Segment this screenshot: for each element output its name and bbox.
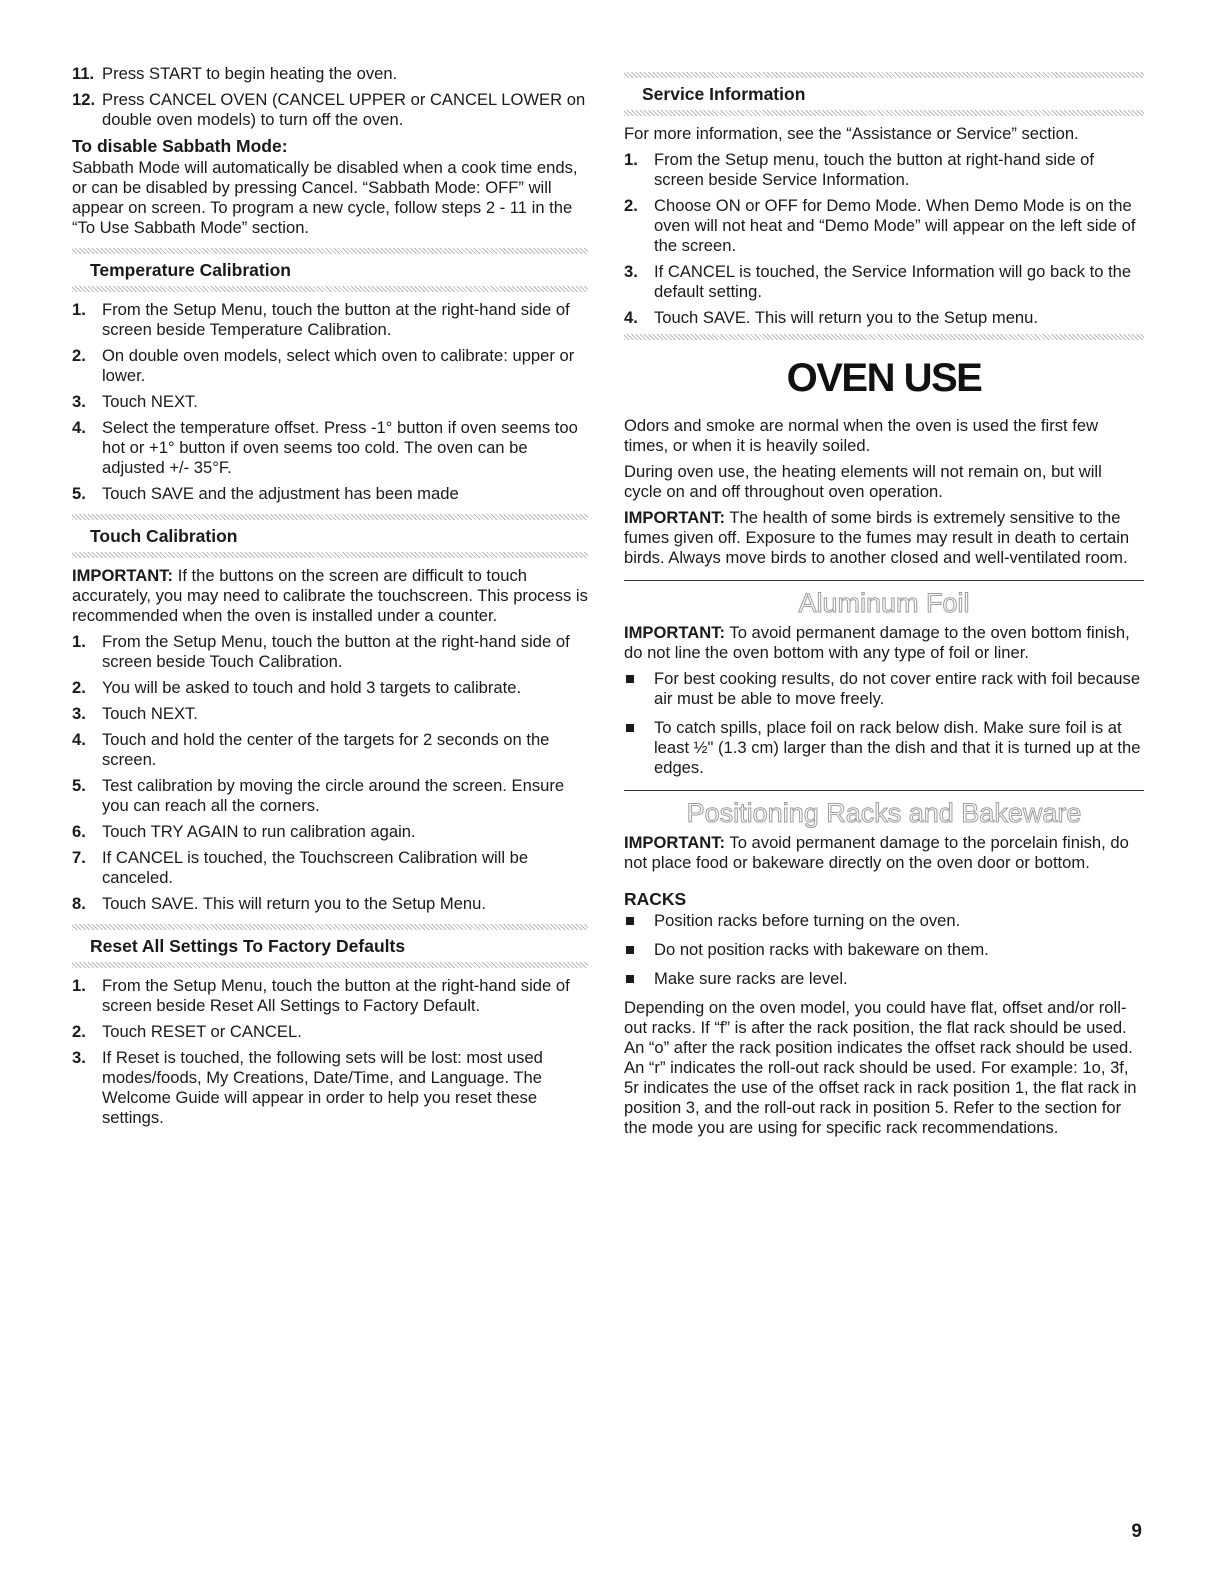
step-number: 2. [72,346,86,365]
step-text: Touch RESET or CANCEL. [102,1022,302,1041]
list-item [72,90,588,130]
right-column [624,64,1144,1144]
step-text: Choose ON or OFF for Demo Mode. When Demo Mode is on the oven will not heat and “Demo Mode” will appear on the left side of the screen. [654,196,1136,255]
hatch-divider [72,286,588,292]
service-information-steps [624,150,1144,328]
important-label: IMPORTANT: [624,833,726,852]
section-title: Service Information [642,84,806,104]
step-text: Touch NEXT. [102,704,198,723]
list-item [72,894,588,914]
hatch-divider [624,110,1144,116]
racks-paragraph: Depending on the oven model, you could have flat, offset and/or roll-out racks. If “f” is after the rack position, the flat rack should be used. An “o” after the rack position indicates the offset rack should be used. An “r” indicates the roll-out rack should be used. For example: 1o, 3f, 5r indicates the use of the offset rack in rack position 1, the flat rack in position 3, and the roll-out rack in position 5. Refer to the section for the mode you are using for specific rack recommendations. [624,998,1137,1137]
list-item [624,262,1144,302]
step-text: Select the temperature offset. Press -1° button if oven seems too hot or +1° button if oven seems too cold. The oven can be adjusted +/- 35°F. [102,418,578,477]
step-text: Touch SAVE. This will return you to the Setup menu. [654,308,1039,327]
list-item [72,392,588,412]
list-item [72,704,588,724]
step-text: Touch and hold the center of the targets for 2 seconds on the screen. [102,730,550,769]
list-item [72,418,588,478]
bullet-text: Make sure racks are level. [654,969,848,988]
bullet-text: Do not position racks with bakeware on them. [654,940,989,959]
bullet-square-icon [626,975,634,983]
racks-heading: RACKS [624,889,687,909]
foil-important-note [624,623,1144,663]
aluminum-foil-title: Aluminum Foil [798,588,970,618]
important-text: If the buttons on the screen are difficult to touch accurately, you may need to calibrate the touchscreen. This process is recommended when the oven is installed under a counter. [72,566,588,625]
step-number: 6. [72,822,86,841]
touch-important-note [72,566,588,626]
step-text: Touch SAVE and the adjustment has been made [102,484,459,503]
section-title: Reset All Settings To Factory Defaults [90,936,406,956]
list-item [72,64,588,84]
step-number: 1. [624,150,638,169]
step-text: Test calibration by moving the circle around the screen. Ensure you can reach all the corners. [102,776,565,815]
important-label: IMPORTANT: [72,566,174,585]
list-item [72,300,588,340]
hatch-divider [72,962,588,968]
step-number: 1. [72,300,86,319]
section-title: Temperature Calibration [90,260,291,280]
foil-bullet-list [624,669,1144,778]
temperature-calibration-banner [72,248,588,292]
important-label: IMPORTANT: [624,623,726,642]
section-divider [624,790,1144,791]
step-number: 7. [72,848,86,867]
step-text: If CANCEL is touched, the Service Information will go back to the default setting. [654,262,1132,301]
important-text: To avoid permanent damage to the porcelain finish, do not place food or bakeware directly on the oven door or bottom. [624,833,1129,872]
step-number: 8. [72,894,86,913]
step-number: 12. [72,90,96,109]
bullet-square-icon [626,675,634,683]
list-item [72,976,588,1016]
oven-use-paragraph: During oven use, the heating elements will not remain on, but will cycle on and off throughout oven operation. [624,462,1102,501]
list-item [72,730,588,770]
step-number: 4. [624,308,638,327]
racks-bullet-list [624,911,1144,989]
list-item [72,346,588,386]
bullet-square-icon [626,946,634,954]
service-information-banner [624,72,1144,116]
list-item [72,632,588,672]
sabbath-steps-list [72,64,588,130]
step-text: Touch NEXT. [102,392,198,411]
step-number: 11. [72,64,95,83]
section-divider [624,580,1144,581]
step-text: Touch TRY AGAIN to run calibration again. [102,822,416,841]
list-item [624,150,1144,190]
list-item [72,822,588,842]
racks-important-note [624,833,1144,873]
step-text: From the Setup Menu, touch the button at the right-hand side of screen beside Reset All Settings to Factory Default. [102,976,570,1015]
bullet-text: For best cooking results, do not cover entire rack with foil because air must be able to move freely. [654,669,1141,708]
touch-calibration-steps [72,632,588,914]
reset-settings-banner [72,924,588,968]
oven-use-title: OVEN USE [786,356,982,400]
step-number: 4. [72,730,86,749]
touch-calibration-banner [72,514,588,558]
list-item [624,940,1144,960]
list-item [72,776,588,816]
step-number: 1. [72,976,86,995]
step-text: Press START to begin heating the oven. [102,64,398,83]
list-item [624,969,1144,989]
disable-sabbath-text: Sabbath Mode will automatically be disabled when a cook time ends, or can be disabled by pressing Cancel. “Sabbath Mode: OFF” will appear on screen. To program a new cycle, follow steps 2 - 11 in the “To Use Sabbath Mode” section. [72,158,578,237]
step-text: You will be asked to touch and hold 3 targets to calibrate. [102,678,522,697]
list-item [624,669,1144,709]
step-text: From the Setup Menu, touch the button at the right-hand side of screen beside Touch Calibration. [102,632,570,671]
step-number: 2. [72,678,86,697]
service-intro: For more information, see the “Assistance or Service” section. [624,124,1079,143]
positioning-racks-title: Positioning Racks and Bakeware [686,798,1082,828]
step-number: 3. [72,1048,86,1067]
step-text: If Reset is touched, the following sets will be lost: most used modes/foods, My Creations, Date/Time, and Language. The Welcome Guide will appear in order to help you reset these settings. [102,1048,543,1127]
oven-use-important-note [624,508,1144,568]
important-text: The health of some birds is extremely sensitive to the fumes given off. Exposure to the fumes may result in death to certain birds. Always move birds to another closed and well-ventilated room. [624,508,1130,567]
hatch-divider [624,334,1144,340]
section-title: Touch Calibration [90,526,238,546]
step-text: On double oven models, select which oven to calibrate: upper or lower. [102,346,575,385]
list-item [624,718,1144,778]
step-number: 5. [72,776,86,795]
reset-settings-steps [72,976,588,1128]
step-number: 2. [72,1022,86,1041]
hatch-divider [72,552,588,558]
step-number: 3. [72,392,86,411]
list-item [72,848,588,888]
list-item [624,196,1144,256]
list-item [72,1048,588,1128]
oven-use-paragraph: Odors and smoke are normal when the oven is used the first few times, or when it is heavily soiled. [624,416,1099,455]
bullet-text: Position racks before turning on the oven. [654,911,961,930]
step-number: 4. [72,418,86,437]
list-item [72,484,588,504]
temperature-calibration-steps [72,300,588,504]
bullet-text: To catch spills, place foil on rack below dish. Make sure foil is at least ½" (1.3 cm) larger than the dish and that it is turned up at the edges. [654,718,1141,777]
step-text: From the Setup menu, touch the button at right-hand side of screen beside Service Information. [654,150,1095,189]
page-number: 9 [1131,1521,1142,1542]
step-text: Press CANCEL OVEN (CANCEL UPPER or CANCEL LOWER on double oven models) to turn off the oven. [102,90,586,129]
list-item [72,678,588,698]
important-text: To avoid permanent damage to the oven bottom finish, do not line the oven bottom with any type of foil or liner. [624,623,1130,662]
step-number: 2. [624,196,638,215]
bullet-square-icon [626,917,634,925]
list-item [624,911,1144,931]
step-number: 5. [72,484,86,503]
step-number: 1. [72,632,86,651]
bullet-square-icon [626,724,634,732]
step-text: From the Setup Menu, touch the button at the right-hand side of screen beside Temperature Calibration. [102,300,570,339]
step-number: 3. [72,704,86,723]
disable-sabbath-heading: To disable Sabbath Mode: [72,136,288,156]
step-number: 3. [624,262,638,281]
list-item [624,308,1144,328]
step-text: If CANCEL is touched, the Touchscreen Calibration will be canceled. [102,848,529,887]
list-item [72,1022,588,1042]
left-column [72,64,588,1134]
important-label: IMPORTANT: [624,508,726,527]
step-text: Touch SAVE. This will return you to the Setup Menu. [102,894,487,913]
